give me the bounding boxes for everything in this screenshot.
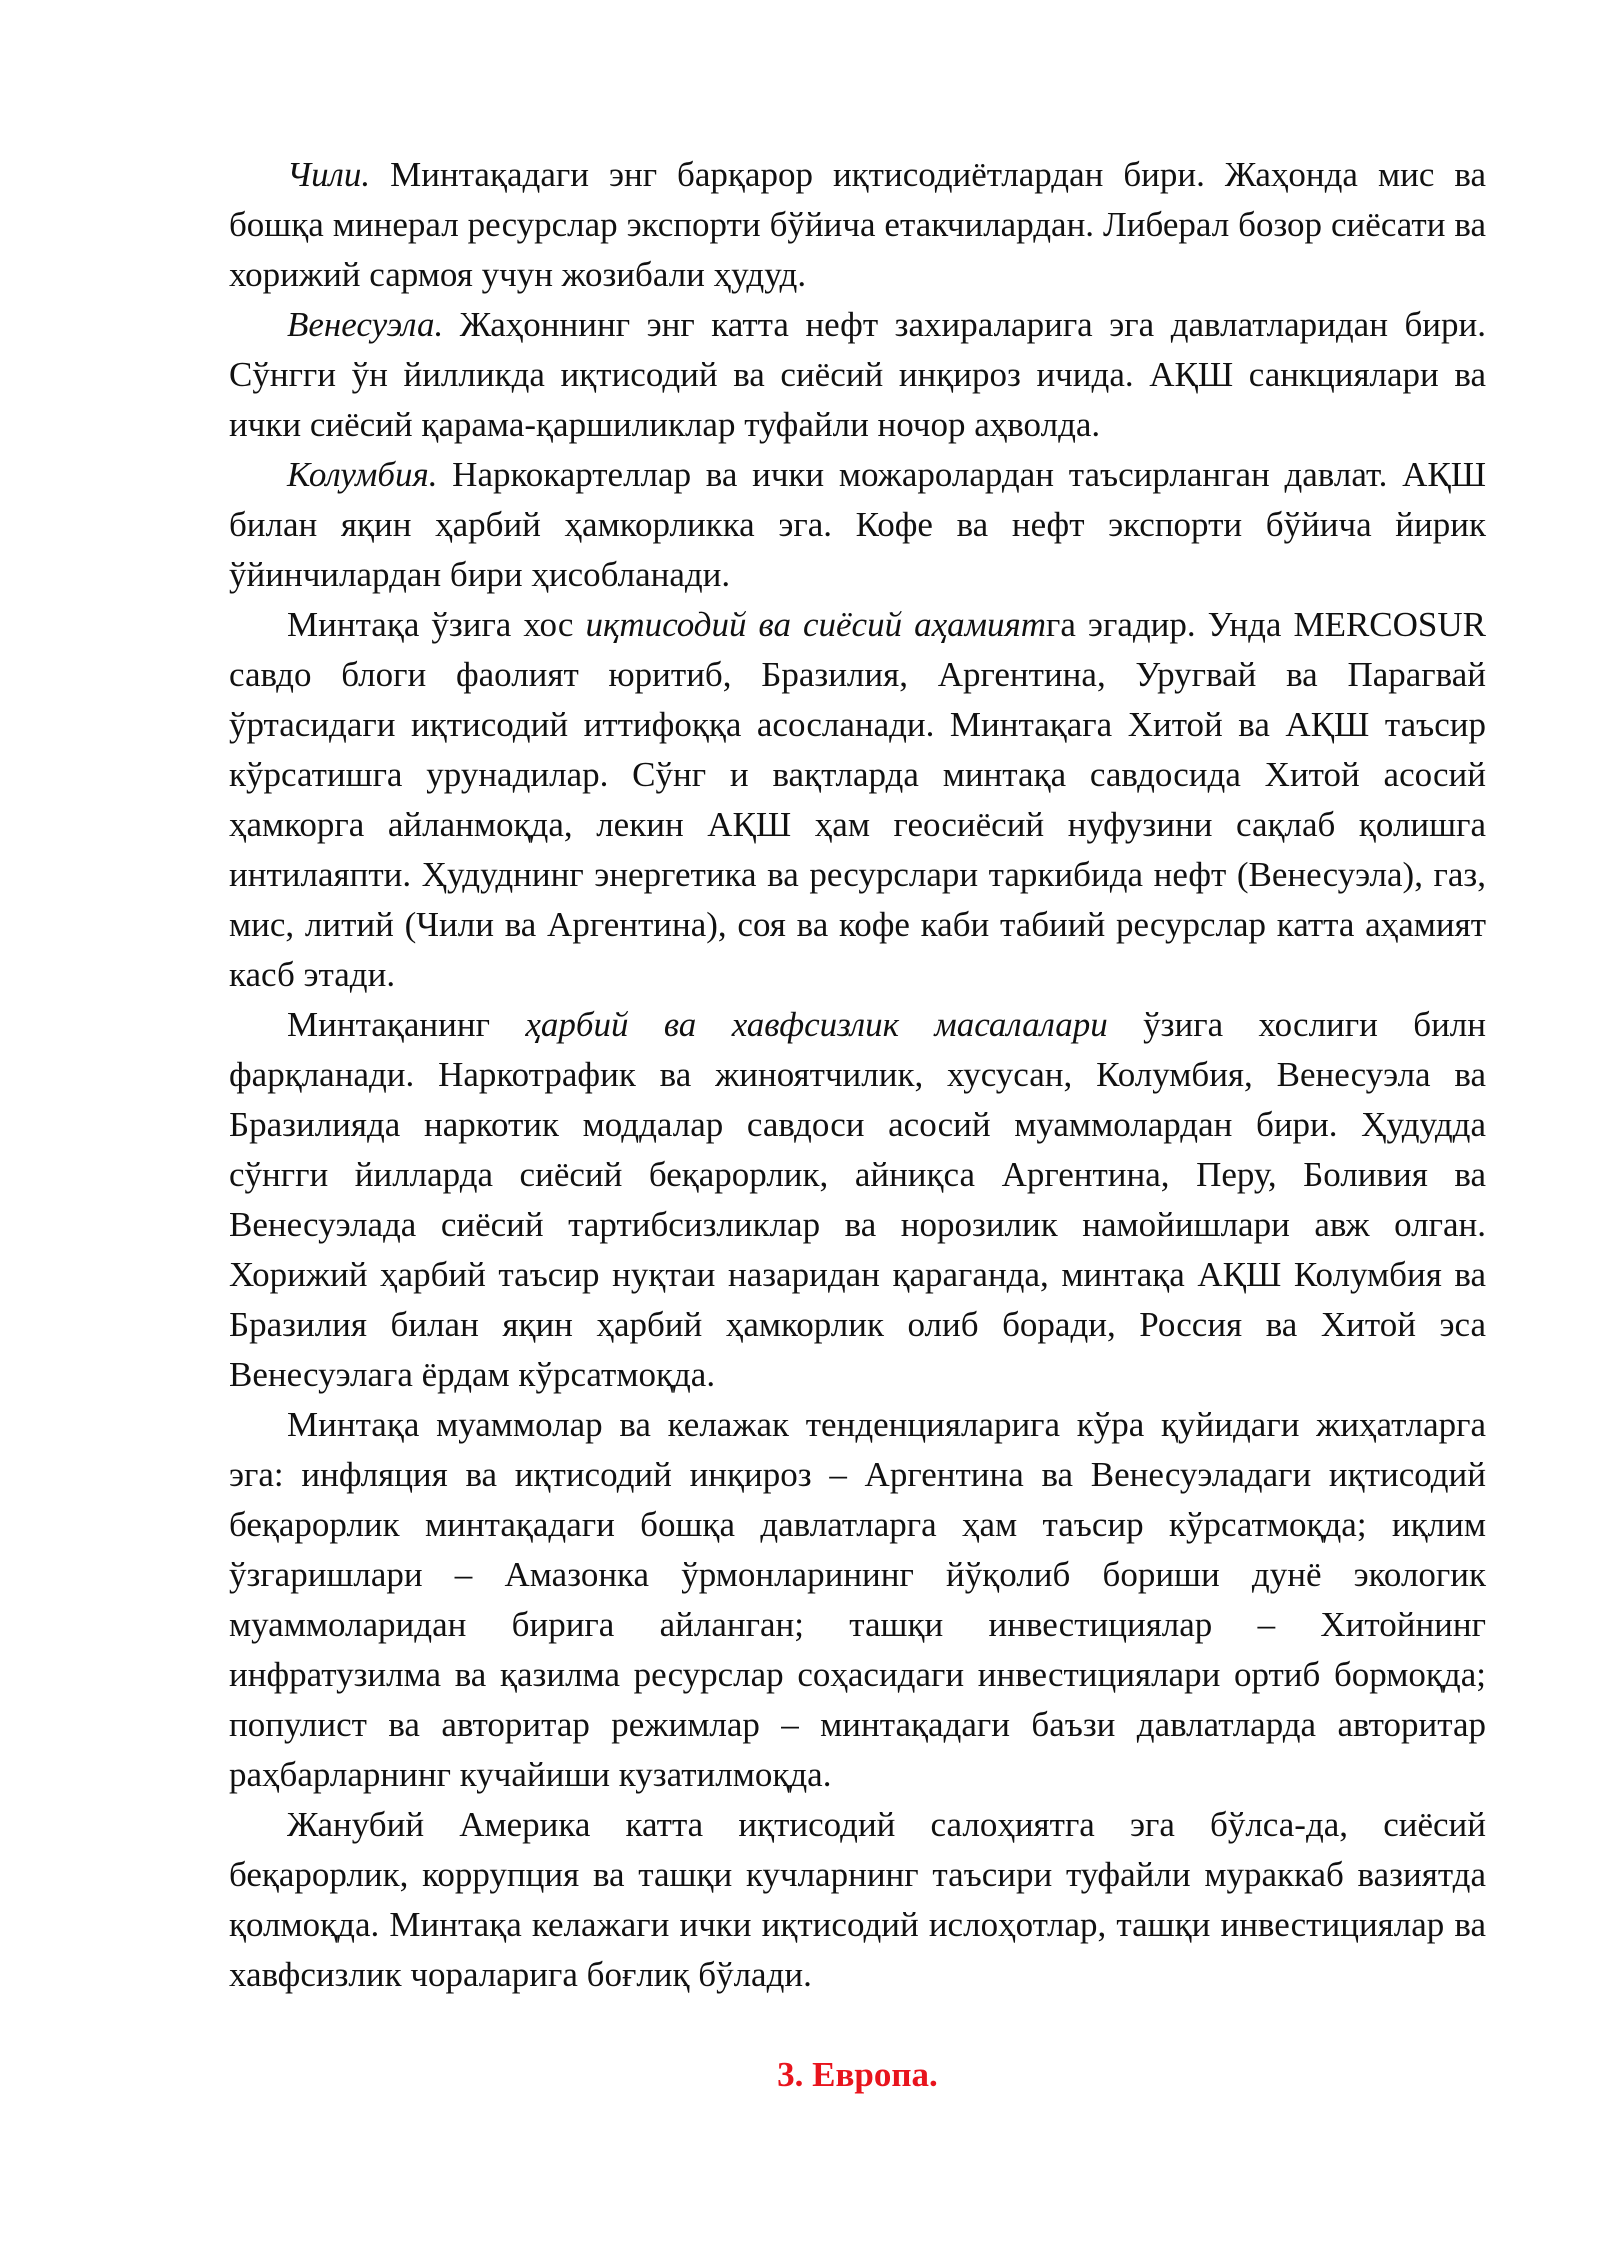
country-name-chile: Чили. xyxy=(287,155,371,194)
paragraph-conclusion xyxy=(229,1800,1486,2000)
country-name-colombia: Колумбия. xyxy=(287,455,438,494)
paragraph-venezuela xyxy=(229,300,1486,450)
paragraph-text: Жанубий Америка катта иқтисодий салоҳиятга эга бўлса-да, сиёсий беқарорлик, коррупция ва ташқи кучларнинг таъсири туфайли мураккаб вазиятда қолмоқда. Минтақа келажаги ички иқтисодий ислоҳотлар, ташқи инвестициялар ва хавфсизлик чораларига боғлиқ бўлади. xyxy=(229,1805,1486,1994)
section-heading-europe: 3. Европа. xyxy=(777,2055,938,2094)
paragraph-text: Минтақа ўзига хос xyxy=(287,605,586,644)
paragraph-text: Минтақанинг xyxy=(287,1005,526,1044)
paragraph-text: Минтақадаги энг барқарор иқтисодиётлардан бири. Жаҳонда мис ва бошқа минерал ресурслар экспорти бўйича етакчилардан. Либерал бозор сиёсати ва хорижий сармоя учун жозибали ҳудуд. xyxy=(229,155,1486,294)
emphasis-text: иқтисодий ва сиёсий аҳамият xyxy=(585,605,1047,644)
country-name-venezuela: Венесуэла. xyxy=(287,305,444,344)
paragraph-colombia xyxy=(229,450,1486,600)
paragraph-text: га эгадир. Унда MERCOSUR савдо блоги фаолият юритиб, Бразилия, Аргентина, Уругвай ва Парагвай ўртасидаги иқтисодий иттифоққа асосланади. Минтақага Хитой ва АҚШ таъсир кўрсатишга урунадилар. Сўнг и вақтларда минтақа савдосида Хитой асосий ҳамкорга айланмоқда, лекин АҚШ ҳам геосиёсий нуфузини сақлаб қолишга интилаяпти. Ҳудуднинг энергетика ва ресурслари таркибида нефт (Венесуэла), газ, мис, литий (Чили ва Аргентина), соя ва кофе каби табиий ресурслар катта аҳамият касб этади. xyxy=(229,605,1486,994)
document-page xyxy=(229,150,1486,2100)
paragraph-text: Наркокартеллар ва ички можаролардан таъсирланган давлат. АҚШ билан яқин ҳарбий ҳамкорликка эга. Кофе ва нефт экспорти бўйича йирик ўйинчилардан бири ҳисобланади. xyxy=(229,455,1486,594)
paragraph-text: ўзига хослиги билн фарқланади. Наркотрафик ва жиноятчилик, хусусан, Колумбия, Венесуэла ва Бразилияда наркотик моддалар савдоси асосий муаммолардан бири. Ҳудудда сўнгги йилларда сиёсий беқарорлик, айниқса Аргентина, Перу, Боливия ва Венесуэлада сиёсий тартибсизликлар ва норозилик намойишлари авж олган. Хорижий ҳарбий таъсир нуқтаи назаридан қараганда, минтақа АҚШ Колумбия ва Бразилия билан яқин ҳарбий ҳамкорлик олиб боради, Россия ва Хитой эса Венесуэлага ёрдам кўрсатмоқда. xyxy=(229,1005,1486,1394)
paragraph-chile xyxy=(229,150,1486,300)
emphasis-text: ҳарбий ва хавфсизлик масалалари xyxy=(525,1005,1108,1044)
paragraph-text: Минтақа муаммолар ва келажак тенденцияларига кўра қуйидаги жиҳатларга эга: инфляция ва иқтисодий инқироз – Аргентина ва Венесуэладаги иқтисодий беқарорлик минтақадаги бошқа давлатларга ҳам таъсир кўрсатмоқда; иқлим ўзгаришлари – Амазонка ўрмонларининг йўқолиб бориши дунё экологик муаммоларидан бирига айланган; ташқи инвестициялар – Хитойнинг инфратузилма ва қазилма ресурслар соҳасидаги инвестициялари ортиб бормоқда; популист ва авторитар режимлар – минтақадаги баъзи давлатларда авторитар раҳбарларнинг кучайиши кузатилмоқда. xyxy=(229,1405,1486,1794)
paragraph-economic-significance xyxy=(229,600,1486,1000)
paragraph-security-issues xyxy=(229,1000,1486,1400)
paragraph-text: Жаҳоннинг энг катта нефт захираларига эга давлатларидан бири. Сўнгги ўн йилликда иқтисодий ва сиёсий инқироз ичида. АҚШ санкциялари ва ички сиёсий қарама-қаршиликлар туфайли ночор аҳволда. xyxy=(229,305,1486,444)
paragraph-future-trends xyxy=(229,1400,1486,1800)
